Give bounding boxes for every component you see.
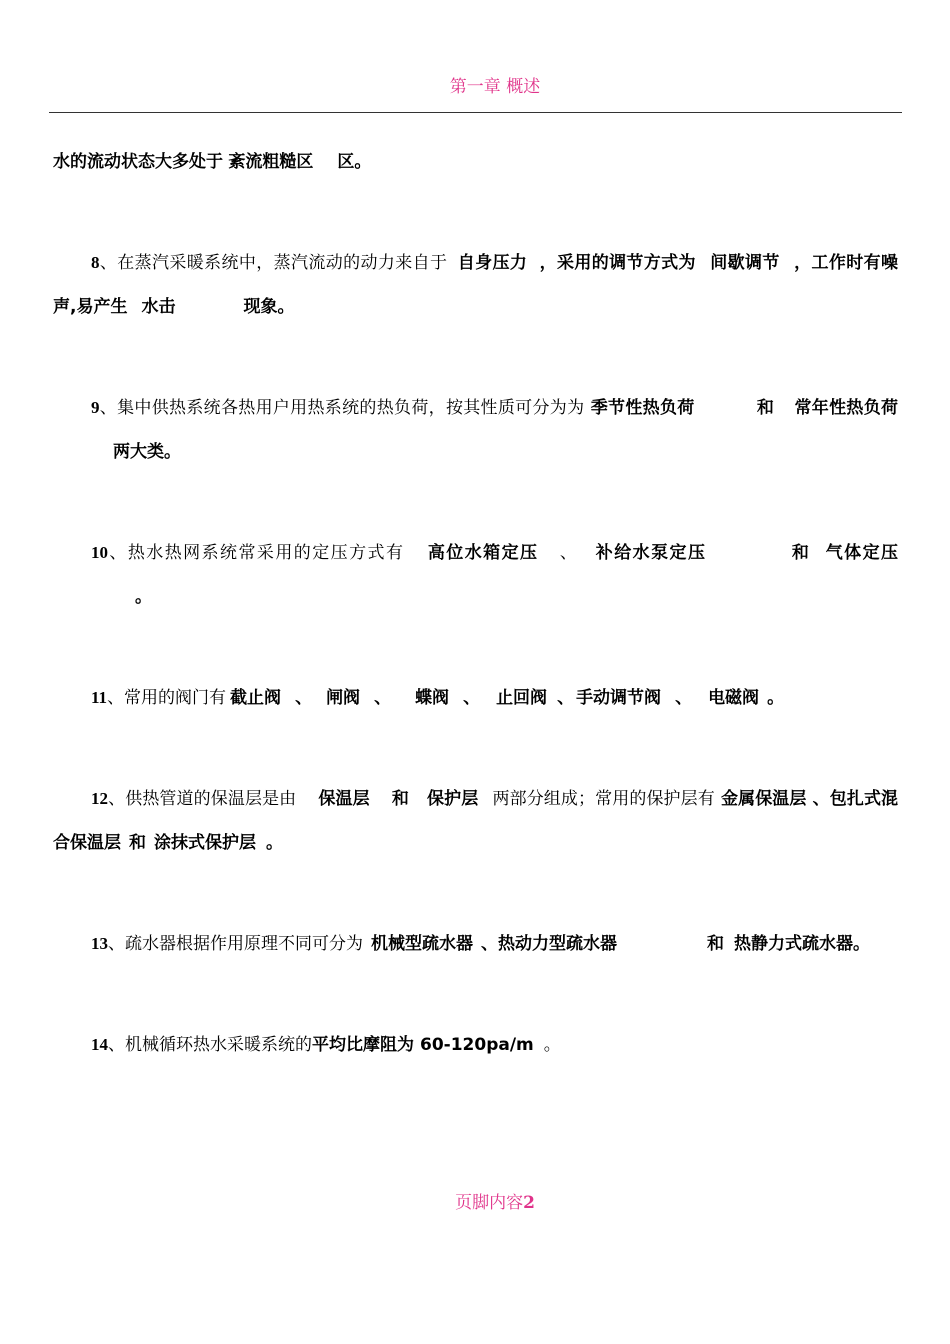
p13-text-b: 、 (481, 934, 498, 954)
page-header-title: 第一章 概述 (449, 77, 541, 97)
p9-text-c: 两大类。 (113, 442, 181, 462)
p10-number: 10 (91, 543, 108, 562)
p12-number: 12 (91, 789, 108, 808)
p9-text-a: 、集中供热系统各热用户用热系统的热负荷，按其性质可分为为 (99, 398, 585, 418)
p12-answer-5: 涂抹式保护层 (154, 833, 256, 853)
p13-number: 13 (91, 934, 108, 953)
p13-answer-3: 热静力式疏水器。 (734, 934, 870, 954)
p11-answer-3: 蝶阀 (415, 688, 450, 708)
p9-answer-1: 季节性热负荷 (590, 398, 695, 418)
p7-answer-1: 紊流粗糙区 (228, 152, 314, 172)
paragraph-14 (53, 1023, 898, 1067)
p11-answer-6: 电磁阀 (708, 688, 760, 708)
p8-text-b: ，采用的调节方式为 (539, 253, 696, 273)
p13-text-c: 和 (707, 934, 724, 954)
p11-end: 。 (767, 688, 785, 708)
p11-answer-2: 闸阀 (326, 688, 361, 708)
p8-answer-3: 水击 (141, 297, 176, 317)
footer-page-number: 2 (523, 1193, 535, 1213)
p12-text-b: 和 (391, 789, 409, 809)
p14-number: 14 (91, 1035, 108, 1054)
paragraph-8 (53, 241, 898, 329)
p11-sep-2: 、 (374, 688, 392, 708)
p14-text-a: 、机械循环热水采暖系统的 (108, 1035, 312, 1055)
p12-answer-4: 包扎式混合保温层 (53, 789, 899, 853)
document-body (53, 140, 898, 1067)
paragraph-9 (53, 386, 898, 474)
p12-answer-3: 金属保温层 (720, 789, 807, 809)
paragraph-10 (53, 531, 898, 619)
footer-label: 页脚内容 (455, 1193, 524, 1213)
p13-answer-2: 热动力型疏水器 (498, 934, 617, 954)
p10-answer-2: 补给水泵定压 (594, 543, 707, 563)
p11-text-a: 、常用的阀门有 (107, 688, 227, 708)
p10-answer-3: 气体定压 (824, 543, 899, 563)
p11-sep-5: 、 (675, 688, 693, 708)
p9-number: 9 (91, 398, 100, 417)
page-footer (0, 1188, 950, 1213)
p9-text-b: 和 (756, 398, 775, 418)
p14-text-b: 。 (543, 1035, 561, 1055)
p12-text-a: 、供热管道的保温层是由 (108, 789, 297, 809)
paragraph-11 (53, 676, 898, 720)
p10-answer-1: 高位水箱定压 (426, 543, 539, 563)
p8-text-d: 现象。 (243, 297, 295, 317)
p7-text-b: 区。 (337, 152, 372, 172)
p9-answer-2: 常年性热负荷 (794, 398, 899, 418)
p11-sep-4: 、 (557, 688, 575, 708)
p14-answer-2: 60-120pa/m (420, 1035, 534, 1055)
paragraph-7-continued (53, 140, 898, 184)
p7-text-a: 水的流动状态大多处于 (53, 152, 223, 172)
p10-text-a: 、热水热网系统常采用的定压方式有 (108, 543, 405, 563)
p14-answer-1: 平均比摩阻为 (312, 1035, 414, 1055)
p12-text-e: 和 (129, 833, 146, 853)
p11-answer-1: 截止阀 (230, 688, 282, 708)
p8-number: 8 (91, 253, 100, 272)
p8-answer-1: 自身压力 (457, 253, 528, 273)
p8-answer-2: 间歇调节 (709, 253, 780, 273)
p8-text-c: ，工作时有噪声,易产生 (53, 253, 899, 317)
p12-text-d: 、 (812, 789, 830, 809)
p11-answer-5: 手动调节阀 (576, 688, 662, 708)
p11-number: 11 (91, 688, 108, 707)
p8-text-a: 、在蒸汽采暖系统中，蒸汽流动的动力来自于 (99, 253, 448, 273)
p12-text-c: 两部分组成；常用的保护层有 (492, 789, 715, 809)
paragraph-13 (53, 922, 898, 966)
p12-answer-1: 保温层 (318, 789, 370, 809)
p10-text-b: 、 (558, 543, 579, 563)
paragraph-12 (53, 777, 898, 865)
p12-answer-2: 保护层 (426, 789, 479, 809)
p13-text-a: 、疏水器根据作用原理不同可分为 (108, 934, 363, 954)
p10-text-d: 。 (135, 587, 152, 607)
header-divider (49, 112, 902, 113)
p11-answer-4: 止回阀 (496, 688, 548, 708)
p12-text-f: 。 (266, 833, 283, 853)
p11-sep-3: 、 (463, 688, 481, 708)
p10-text-c: 和 (790, 543, 811, 563)
p13-answer-1: 机械型疏水器 (371, 934, 473, 954)
p11-sep-1: 、 (295, 688, 313, 708)
